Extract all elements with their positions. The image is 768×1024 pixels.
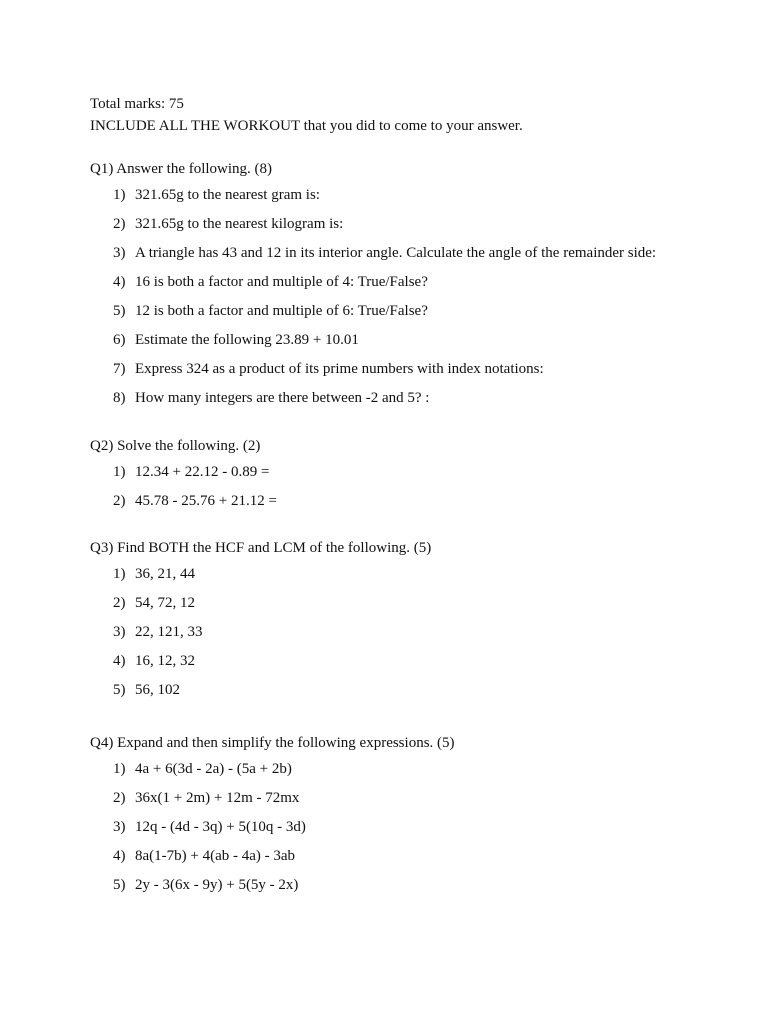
question-title: Q4) Expand and then simplify the following expressions. (5) bbox=[90, 735, 455, 751]
item-text: 36x(1 + 2m) + 12m - 72mx bbox=[135, 790, 300, 806]
item-number: 5) bbox=[113, 303, 126, 319]
list-item bbox=[90, 297, 710, 326]
question-3 bbox=[90, 537, 710, 705]
item-number: 2) bbox=[113, 595, 126, 611]
list-item bbox=[90, 487, 710, 516]
item-text: A triangle has 43 and 12 in its interior angle. Calculate the angle of the remainder side: bbox=[135, 245, 657, 261]
question-items bbox=[90, 755, 710, 900]
item-number: 6) bbox=[113, 332, 126, 348]
item-number: 4) bbox=[113, 653, 126, 669]
item-number: 3) bbox=[113, 245, 126, 261]
item-number: 2) bbox=[113, 790, 126, 806]
item-text: 16 is both a factor and multiple of 4: True/False? bbox=[135, 274, 428, 290]
item-text: Estimate the following 23.89 + 10.01 bbox=[135, 332, 359, 348]
item-number: 2) bbox=[113, 493, 126, 509]
item-text: 8a(1-7b) + 4(ab - 4a) - 3ab bbox=[135, 848, 296, 864]
item-text: 12 is both a factor and multiple of 6: True/False? bbox=[135, 303, 428, 319]
question-items bbox=[90, 181, 710, 413]
item-number: 7) bbox=[113, 361, 126, 377]
list-item bbox=[90, 560, 710, 589]
question-4 bbox=[90, 732, 710, 900]
item-number: 1) bbox=[113, 761, 126, 777]
item-text: 56, 102 bbox=[135, 682, 180, 698]
item-number: 3) bbox=[113, 624, 126, 640]
list-item bbox=[90, 589, 710, 618]
worksheet-page bbox=[90, 93, 710, 900]
item-text: 12.34 + 22.12 - 0.89 = bbox=[135, 464, 270, 480]
item-text: 54, 72, 12 bbox=[135, 595, 195, 611]
item-text: 22, 121, 33 bbox=[135, 624, 203, 640]
list-item bbox=[90, 181, 710, 210]
list-item bbox=[90, 458, 710, 487]
item-number: 2) bbox=[113, 216, 126, 232]
item-number: 4) bbox=[113, 848, 126, 864]
item-text: How many integers are there between -2 and 5? : bbox=[135, 390, 430, 406]
item-text: Express 324 as a product of its prime numbers with index notations: bbox=[135, 361, 544, 377]
list-item bbox=[90, 813, 710, 842]
item-number: 4) bbox=[113, 274, 126, 290]
item-number: 1) bbox=[113, 464, 126, 480]
list-item bbox=[90, 384, 710, 413]
list-item bbox=[90, 871, 710, 900]
list-item bbox=[90, 647, 710, 676]
item-text: 321.65g to the nearest kilogram is: bbox=[135, 216, 344, 232]
list-item bbox=[90, 326, 710, 355]
question-title: Q3) Find BOTH the HCF and LCM of the following. (5) bbox=[90, 540, 432, 556]
list-item bbox=[90, 355, 710, 384]
item-text: 321.65g to the nearest gram is: bbox=[135, 187, 320, 203]
item-text: 36, 21, 44 bbox=[135, 566, 195, 582]
item-text: 4a + 6(3d - 2a) - (5a + 2b) bbox=[135, 761, 292, 777]
item-text: 12q - (4d - 3q) + 5(10q - 3d) bbox=[135, 819, 306, 835]
total-marks: Total marks: 75 bbox=[90, 96, 184, 112]
list-item bbox=[90, 784, 710, 813]
list-item bbox=[90, 268, 710, 297]
item-number: 1) bbox=[113, 566, 126, 582]
list-item bbox=[90, 842, 710, 871]
item-number: 5) bbox=[113, 877, 126, 893]
list-item bbox=[90, 210, 710, 239]
item-number: 1) bbox=[113, 187, 126, 203]
question-title: Q2) Solve the following. (2) bbox=[90, 438, 261, 454]
item-text: 45.78 - 25.76 + 21.12 = bbox=[135, 493, 277, 509]
item-text: 2y - 3(6x - 9y) + 5(5y - 2x) bbox=[135, 877, 299, 893]
item-number: 3) bbox=[113, 819, 126, 835]
item-text: 16, 12, 32 bbox=[135, 653, 195, 669]
item-number: 8) bbox=[113, 390, 126, 406]
item-number: 5) bbox=[113, 682, 126, 698]
question-title: Q1) Answer the following. (8) bbox=[90, 161, 273, 177]
question-items bbox=[90, 458, 710, 516]
question-1 bbox=[90, 158, 710, 413]
list-item bbox=[90, 239, 685, 268]
question-2 bbox=[90, 435, 710, 516]
list-item bbox=[90, 618, 710, 647]
list-item bbox=[90, 676, 710, 705]
instruction-text: INCLUDE ALL THE WORKOUT that you did to come to your answer. bbox=[90, 118, 523, 134]
question-items bbox=[90, 560, 710, 705]
list-item bbox=[90, 755, 710, 784]
